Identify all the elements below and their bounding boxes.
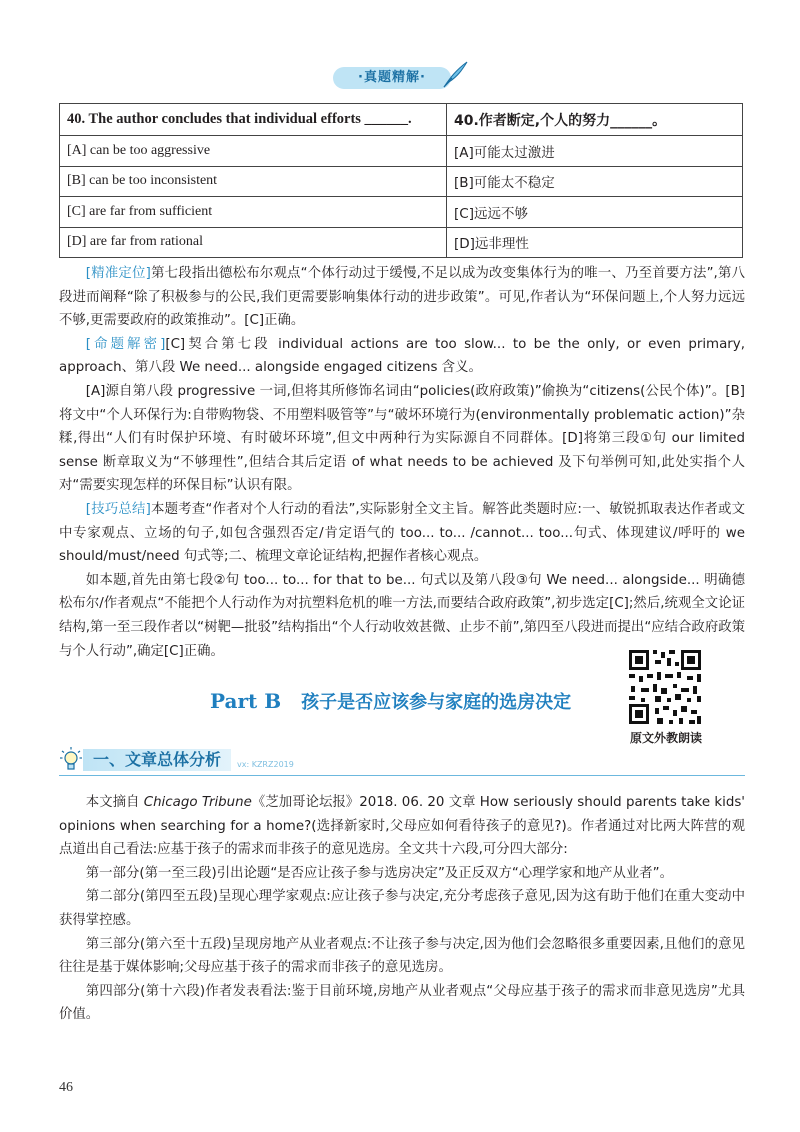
overview-part: 第四部分(第十六段)作者发表看法:鉴于目前环境,房地产从业者观点“父母应基于孩子的需求而非意见选房”尤具价值。 xyxy=(59,983,745,1023)
overview-part: 第二部分(第四至五段)呈现心理学家观点:应让孩子参与决定,充分考虑孩子意见,因为这有助于他们在重大变动中获得掌控感。 xyxy=(59,889,745,928)
option-zh: [D]远非理性 xyxy=(447,227,743,258)
option-en: [D] are far from rational xyxy=(60,227,447,258)
analysis-paragraph: [A]源自第八段 progressive 一词,但将其所修饰名词由“policies(政府政策)”偷换为“citizens(公民个体)”。[B]将文中“个人环保行为:自带购物袋、不用塑料吸管等”与“破坏环境行为(environmentally problematic action)”杂糅,得出“人们有时保护环境、有时破坏环境”,但文中两种行为实际源自不同群体。[D]将第三段①句 our limited sense 断章取义为“不够理性”,但结合其后定语 of what needs to be achieved 及下句举例可知,此处实指个人对“需要实现怎样的环保目标”认识有限。 xyxy=(59,383,745,494)
table-row xyxy=(60,104,743,136)
question-en: 40. The author concludes that individual efforts ______. xyxy=(60,104,447,136)
analysis-tag: [命题解密] xyxy=(85,336,166,352)
analysis-paragraph: [精准定位]第七段指出德松布尔观点“个体行动过于缓慢,不足以成为改变集体行为的唯一、乃至首要方法”,第八段进而阐释“除了积极参与的公民,我们更需要影响集体行动的进步政策”。可见,作者认为“环保问题上,个人努力远远不够,更需要政府的政策推动”。[C]正确。 xyxy=(59,266,746,329)
quill-icon xyxy=(440,60,470,90)
qr-caption: 原文外教朗读 xyxy=(629,731,702,745)
analysis-paragraph: [命题解密][C]契合第七段 individual actions are too slow... to be the only, or even primary, approach、第八段 We need... alongside engaged citizens 含义。 xyxy=(59,336,745,376)
source-name: Chicago Tribune xyxy=(143,795,252,810)
table-row xyxy=(60,197,743,228)
table-row xyxy=(60,136,743,167)
answer-analysis xyxy=(59,262,745,663)
watermark: vx: KZRZ2019 xyxy=(237,760,294,769)
option-zh: [B]可能太不稳定 xyxy=(447,166,743,197)
table-row xyxy=(60,166,743,197)
analysis-tag: [精准定位] xyxy=(85,266,151,281)
page-number: 46 xyxy=(59,1080,73,1095)
option-zh: [A]可能太过激进 xyxy=(447,136,743,167)
table-row xyxy=(60,227,743,258)
header-badge: ·真题精解· xyxy=(333,67,451,89)
section-heading xyxy=(59,745,745,776)
overview-part: 第一部分(第一至三段)引出论题“是否应让孩子参与选房决定”及正反双方“心理学家和地产从业者”。 xyxy=(85,865,674,881)
analysis-tag: [技巧总结] xyxy=(85,501,151,517)
option-en: [B] can be too inconsistent xyxy=(60,166,447,197)
overview-intro: 本文摘自 Chicago Tribune《芝加哥论坛报》2018. 06. 20 文章 How seriously should parents take kids' opinions when searching for a home?(选择新家时,父母应如何看待孩子的意见?)。作者通过对比两大阵营的观点道出自己看法:应基于孩子的需求而非孩子的意见选房。全文共十六段,可分四大部分: xyxy=(59,795,745,858)
analysis-paragraph: [技巧总结]本题考查“作者对个人行动的看法”,实际影射全文主旨。解答此类题时应:一、敏锐抓取表达作者或文中专家观点、立场的句子,如包含强烈否定/肯定语气的 too... to... /cannot... too...句式、体现建议/呼吁的 we should/must/need 句式等;二、梳理文章论证结构,把握作者核心观点。 xyxy=(59,501,746,565)
lightbulb-icon xyxy=(59,745,83,775)
question-zh: 40.作者断定,个人的努力______。 xyxy=(447,104,743,136)
option-en: [C] are far from sufficient xyxy=(60,197,447,228)
part-b-heading xyxy=(210,688,571,718)
question-table xyxy=(59,103,743,258)
qr-code-icon[interactable] xyxy=(617,648,713,728)
part-b-title: 孩子是否应该参与家庭的选房决定 xyxy=(301,692,572,713)
part-b-label: Part B xyxy=(210,689,282,713)
option-zh: [C]远远不够 xyxy=(447,197,743,228)
section-title: 一、文章总体分析 xyxy=(83,749,231,771)
section-header xyxy=(0,64,800,92)
analysis-paragraph: 如本题,首先由第七段②句 too... to... for that to be... 句式以及第八段③句 We need... alongside... 明确德松布尔/作者观点“不能把个人行动作为对抗塑料危机的唯一方法,而要结合政府政策”,初步选定[C];然后,统观全文论证结构,第一至三段作者以“树靶—批驳”结构指出“个人行动收效甚微、止步不前”,第四至八段进而提出“应结合政府政策与个人行动”,确定[C]正确。 xyxy=(59,572,745,659)
overview-part: 第三部分(第六至十五段)呈现房地产从业者观点:不让孩子参与决定,因为他们会忽略很多重要因素,且他们的意见往往是基于媒体影响;父母应基于孩子的需求而非孩子的意见选房。 xyxy=(59,936,745,976)
option-en: [A] can be too aggressive xyxy=(60,136,447,167)
overview-text xyxy=(59,791,745,1027)
